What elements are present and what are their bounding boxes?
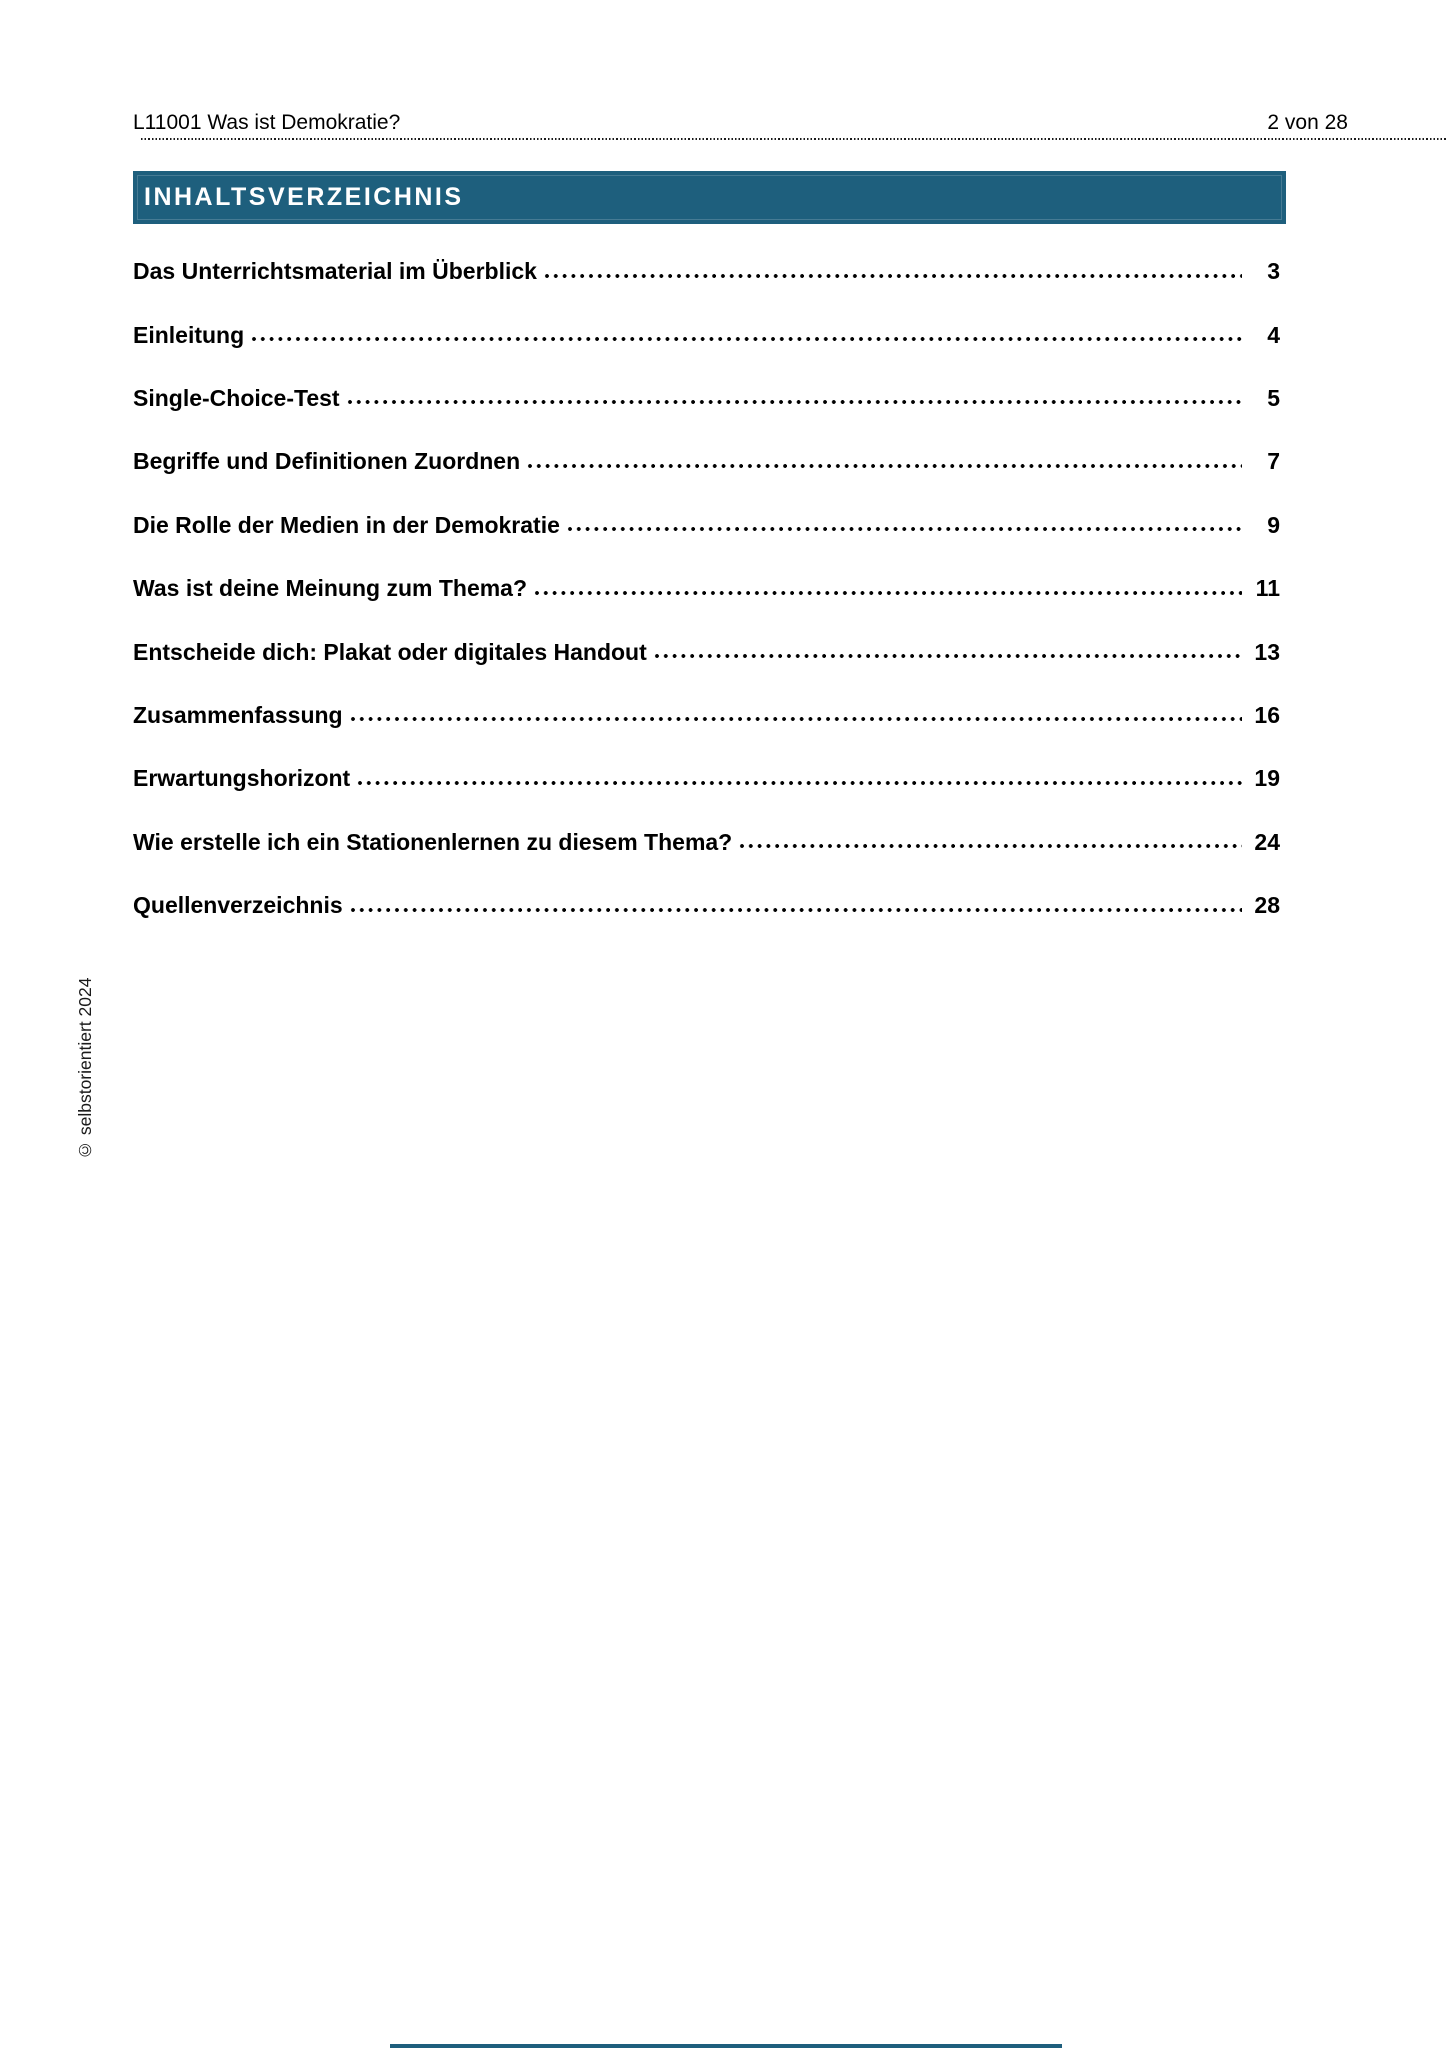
toc-entry[interactable] [133, 240, 1280, 303]
toc-entry-label: Wie erstelle ich ein Stationenlernen zu diesem Thema? [133, 828, 733, 855]
dot-leader [566, 514, 1242, 536]
toc-entry-page: 9 [1267, 511, 1280, 538]
toc-entry[interactable] [133, 747, 1280, 810]
dot-leader [543, 261, 1242, 283]
toc-entry-label: Single-Choice-Test [133, 384, 340, 411]
toc-entry-label: Das Unterrichtsmaterial im Überblick [133, 258, 537, 285]
toc-entry-label: Die Rolle der Medien in der Demokratie [133, 511, 560, 538]
toc-entry[interactable] [133, 557, 1280, 620]
toc-entry-page: 3 [1267, 258, 1280, 285]
toc-entry-label: Quellenverzeichnis [133, 892, 343, 919]
toc-entry-page: 24 [1254, 828, 1280, 855]
toc-entry-page: 16 [1254, 701, 1280, 728]
dot-leader [250, 324, 1242, 346]
toc-entry-label: Einleitung [133, 321, 245, 348]
dot-leader [653, 641, 1242, 663]
page-number-indicator: 2 von 28 [1267, 110, 1348, 134]
dot-leader [526, 451, 1242, 473]
toc-entry[interactable] [133, 811, 1280, 874]
toc-entry-label: Was ist deine Meinung zum Thema? [133, 575, 528, 602]
toc-entry-page: 28 [1254, 892, 1280, 919]
header-divider [141, 138, 1448, 140]
toc-entry-label: Entscheide dich: Plakat oder digitales Handout [133, 638, 647, 665]
toc-entry-page: 11 [1255, 575, 1280, 602]
toc-entry[interactable] [133, 620, 1280, 683]
toc-entry-page: 5 [1267, 384, 1280, 411]
toc-entry[interactable] [133, 367, 1280, 430]
toc-entry-label: Erwartungshorizont [133, 765, 351, 792]
page-header [133, 104, 1448, 140]
toc-title: INHALTSVERZEICHNIS [144, 183, 464, 211]
toc-entry-page: 7 [1267, 448, 1280, 475]
toc-entry[interactable] [133, 874, 1280, 937]
dot-leader [346, 387, 1242, 409]
toc-entry[interactable] [133, 684, 1280, 747]
document-title: L11001 Was ist Demokratie? [133, 110, 401, 134]
dot-leader [349, 704, 1242, 726]
copyright-vertical-text: © selbstorientiert 2024 [75, 977, 95, 1160]
toc-entry[interactable] [133, 303, 1280, 366]
dot-leader [533, 578, 1242, 600]
footer-accent-bar [390, 2044, 1062, 2048]
toc-entry-label: Begriffe und Definitionen Zuordnen [133, 448, 521, 475]
toc-entry-page: 13 [1254, 638, 1280, 665]
toc-entry[interactable] [133, 494, 1280, 557]
dot-leader [349, 895, 1242, 917]
toc-list [133, 240, 1280, 937]
toc-title-bar [133, 171, 1286, 224]
toc-entry-page: 4 [1267, 321, 1280, 348]
toc-entry[interactable] [133, 430, 1280, 493]
toc-entry-label: Zusammenfassung [133, 701, 343, 728]
dot-leader [738, 831, 1242, 853]
toc-entry-page: 19 [1254, 765, 1280, 792]
dot-leader [356, 768, 1242, 790]
